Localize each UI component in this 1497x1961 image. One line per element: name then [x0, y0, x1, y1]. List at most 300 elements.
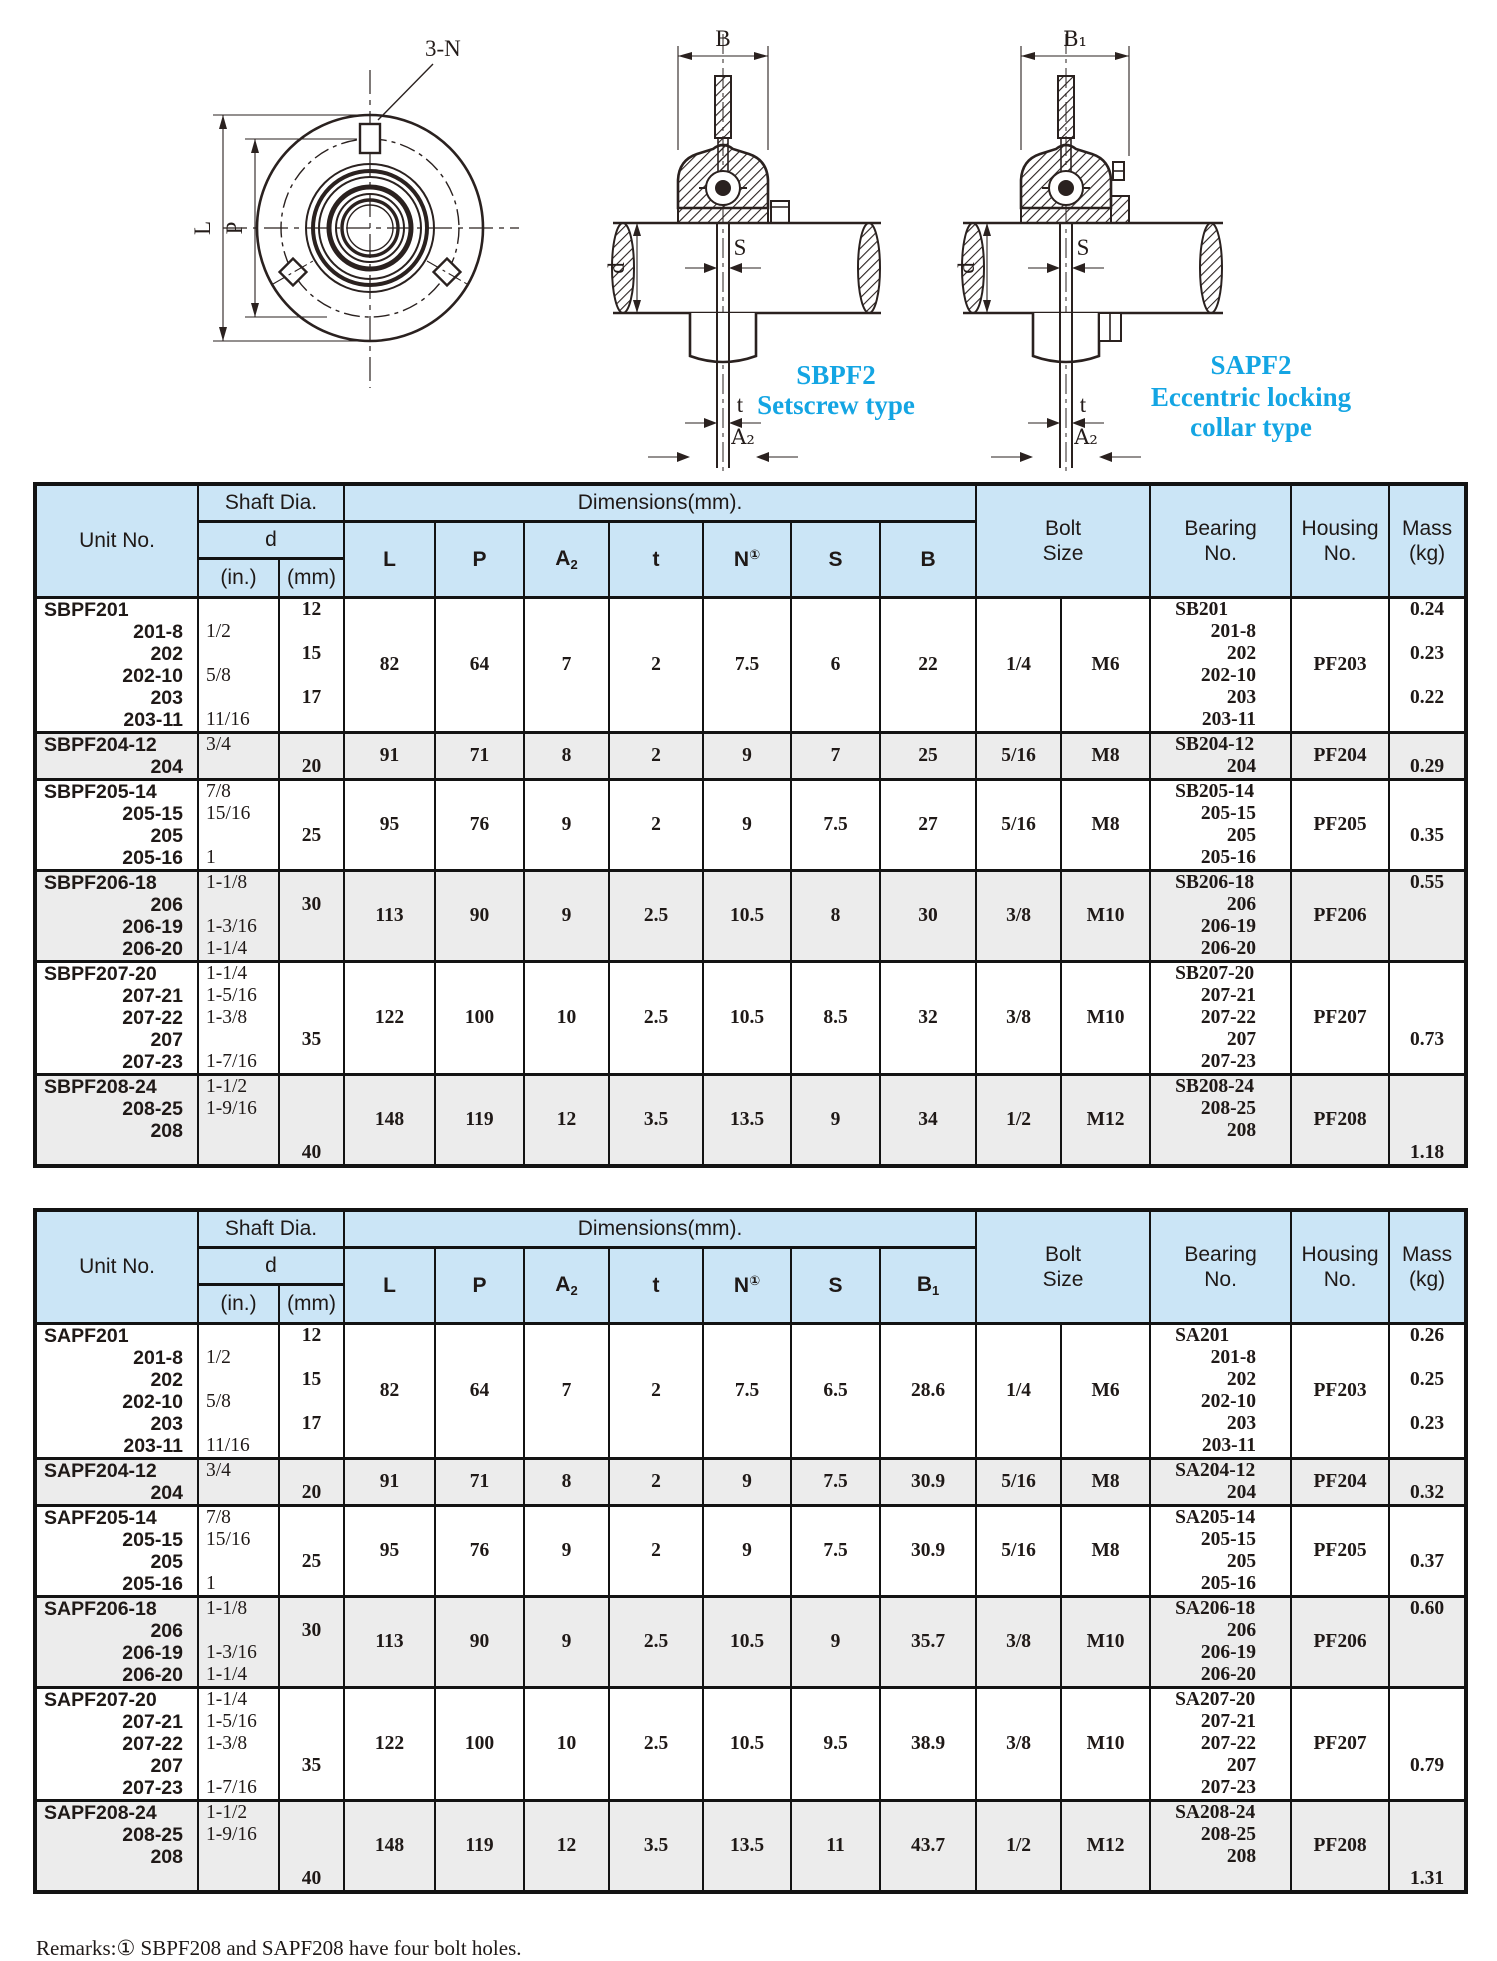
cell-line: 202 — [150, 1369, 183, 1391]
dim-value-cell: 122 — [344, 1688, 435, 1801]
dim-value-cell: 3.5 — [609, 1075, 703, 1167]
unit-no-cell — [35, 1801, 198, 1893]
bolt-size-cell: 3/8 — [976, 1597, 1061, 1688]
dim-value-cell: 113 — [344, 871, 435, 962]
housing-no-cell: PF204 — [1291, 733, 1389, 780]
cell-line: 1-3/16 — [206, 916, 257, 937]
cell-line — [280, 1824, 343, 1846]
dim-value-cell: 148 — [344, 1075, 435, 1167]
cell-line: SBPF204-12 — [44, 734, 157, 756]
cell-line: 5/8 — [206, 665, 231, 686]
cell-line: 204 — [1226, 1482, 1257, 1503]
col-header-b — [880, 522, 976, 598]
dim-value-cell: 64 — [435, 1324, 524, 1459]
cell-line — [199, 894, 278, 916]
cell-line — [1390, 1120, 1464, 1142]
cell-line: 206-20 — [122, 1664, 183, 1686]
col-letter: A — [555, 1273, 571, 1296]
cell-line: 0.26 — [1410, 1325, 1445, 1346]
dim-value-cell: 82 — [344, 1324, 435, 1459]
cell-line: 1 — [206, 847, 216, 868]
shaft-in-cell — [198, 1075, 279, 1167]
cell-line: 207-21 — [1200, 985, 1257, 1006]
col-header-dimensions: Dimensions(mm). — [344, 1210, 976, 1248]
shaft-in-cell — [198, 1324, 279, 1459]
cell-line: 15/16 — [206, 1529, 251, 1550]
cell-line — [280, 1391, 343, 1413]
cell-line — [280, 1120, 343, 1142]
unit-no-cell — [35, 1688, 198, 1801]
cell-line: 202-10 — [122, 665, 183, 687]
bolt-size-cell: 3/8 — [976, 1688, 1061, 1801]
col-letter-subscript: 2 — [570, 557, 578, 572]
cell-line: 207 — [150, 1029, 183, 1051]
col-header-s — [791, 522, 880, 598]
dim-value-cell: 7 — [791, 733, 880, 780]
cell-line: 208-25 — [122, 1098, 183, 1120]
cell-line: SAPF206-18 — [44, 1598, 157, 1620]
shaft-mm-cell — [279, 1506, 344, 1597]
mass-cell — [1389, 962, 1466, 1075]
cell-line — [199, 1846, 278, 1868]
unit-no-cell — [35, 1506, 198, 1597]
cell-line — [1390, 1435, 1464, 1457]
dim-label-t: t — [736, 392, 744, 417]
bolt-size-cell: M12 — [1061, 1801, 1150, 1893]
cell-line: 203-11 — [123, 709, 183, 731]
shaft-mm-cell — [279, 1688, 344, 1801]
cell-line — [280, 1642, 343, 1664]
dim-value-cell: 7 — [524, 598, 609, 733]
cell-line: 202-10 — [1200, 665, 1257, 686]
dim-value-cell: 7 — [524, 1324, 609, 1459]
col-header-d: d — [198, 1248, 344, 1285]
mass-cell — [1389, 598, 1466, 733]
cell-line: 1.18 — [1410, 1142, 1445, 1163]
mass-cell — [1389, 780, 1466, 871]
shaft-mm-cell — [279, 1459, 344, 1506]
cell-line: 30 — [301, 1620, 322, 1641]
cell-line: 25 — [301, 1551, 322, 1572]
cell-line — [199, 599, 278, 621]
cell-line: 207-22 — [122, 1733, 183, 1755]
cell-line: 1-1/4 — [206, 1689, 248, 1710]
dim-label-b1: B₁ — [1063, 27, 1087, 51]
cell-line — [1390, 894, 1464, 916]
dim-value-cell: 32 — [880, 962, 976, 1075]
housing-no-cell: PF206 — [1291, 1597, 1389, 1688]
bearing-no-cell — [1150, 1075, 1291, 1167]
cell-line: 202-10 — [1200, 1391, 1257, 1412]
cell-line: 206 — [150, 1620, 183, 1642]
cell-line: 0.25 — [1410, 1369, 1445, 1390]
cell-line — [280, 1733, 343, 1755]
mass-cell — [1389, 1506, 1466, 1597]
header-line: (kg) — [1408, 1268, 1446, 1291]
col-letter: N — [733, 1273, 750, 1297]
cell-line — [1390, 1347, 1464, 1369]
cell-line: 1-3/16 — [206, 1642, 257, 1663]
cell-line: 201-8 — [133, 1347, 183, 1369]
shaft-mm-cell — [279, 1075, 344, 1167]
dim-value-cell: 2 — [609, 1459, 703, 1506]
dim-value-cell: 7.5 — [791, 780, 880, 871]
cell-line: 203-11 — [1201, 709, 1257, 730]
cell-line: SB206-18 — [1175, 872, 1255, 893]
cell-line — [280, 665, 343, 687]
cell-line — [1390, 963, 1464, 985]
dim-value-cell: 64 — [435, 598, 524, 733]
col-header-a — [524, 522, 609, 598]
cell-line: SA208-24 — [1175, 1802, 1256, 1823]
unit-no-cell — [35, 1075, 198, 1167]
cell-line — [280, 803, 343, 825]
col-header-a — [524, 1248, 609, 1324]
cell-line — [280, 1689, 343, 1711]
unit-no-cell — [35, 1324, 198, 1459]
cell-line — [1390, 1051, 1464, 1073]
cell-line — [280, 1051, 343, 1073]
cell-line — [1151, 1868, 1290, 1890]
cell-line: 203 — [150, 1413, 183, 1435]
dim-value-cell: 35.7 — [880, 1597, 976, 1688]
cell-line: 15/16 — [206, 803, 251, 824]
cell-line: 0.35 — [1410, 825, 1445, 846]
bearing-no-cell — [1150, 871, 1291, 962]
cell-line: 0.60 — [1410, 1598, 1445, 1619]
cell-line — [37, 1868, 197, 1890]
cell-line: SA207-20 — [1175, 1689, 1256, 1710]
sapf2-title: SAPF2 — [1210, 350, 1292, 380]
header-line: (kg) — [1408, 542, 1446, 565]
cell-line: 0.24 — [1410, 599, 1445, 620]
dim-value-cell: 7.5 — [703, 1324, 791, 1459]
cell-line — [1390, 1007, 1464, 1029]
col-letter: A — [555, 547, 571, 570]
dim-value-cell: 9 — [703, 733, 791, 780]
dim-value-cell: 7.5 — [791, 1459, 880, 1506]
sapf2-spec-table — [33, 1208, 1468, 1894]
cell-line — [199, 1029, 278, 1051]
cell-line — [1390, 985, 1464, 1007]
technical-drawings — [0, 0, 1497, 482]
col-header-housing-no — [1291, 484, 1389, 598]
cell-line — [280, 985, 343, 1007]
cell-line: 207-22 — [1200, 1733, 1257, 1754]
sbpf2-title: SBPF2 — [796, 360, 876, 390]
cell-line: SBPF205-14 — [44, 781, 157, 803]
cell-line — [199, 1620, 278, 1642]
shaft-in-cell — [198, 733, 279, 780]
cell-line — [280, 1507, 343, 1529]
col-letter: B — [916, 1273, 932, 1296]
cell-line: 40 — [301, 1868, 322, 1889]
cell-line — [199, 1413, 278, 1435]
cell-line: 201-8 — [133, 621, 183, 643]
cell-line: 1-1/8 — [206, 1598, 248, 1619]
header-line: Housing — [1301, 1243, 1379, 1266]
dim-value-cell: 148 — [344, 1801, 435, 1893]
dim-value-cell: 9 — [703, 1506, 791, 1597]
cell-line: 207-22 — [1200, 1007, 1257, 1028]
col-header-bearing-no — [1150, 484, 1291, 598]
cell-line — [1390, 1098, 1464, 1120]
bolt-hole-right — [434, 259, 461, 286]
dim-label-a2: A₂ — [731, 425, 755, 449]
bolt-size-cell: 3/8 — [976, 962, 1061, 1075]
cell-line: 204 — [1226, 756, 1257, 777]
col-header-bolt-size — [976, 1210, 1150, 1324]
cell-line — [1390, 803, 1464, 825]
cell-line: 1.31 — [1410, 1868, 1445, 1889]
dim-value-cell: 2 — [609, 1506, 703, 1597]
cell-line: 1-1/4 — [206, 938, 248, 959]
cell-line — [1390, 1507, 1464, 1529]
bolt-size-cell: 5/16 — [976, 1459, 1061, 1506]
cell-line — [1390, 709, 1464, 731]
cell-line — [280, 621, 343, 643]
housing-no-cell: PF203 — [1291, 1324, 1389, 1459]
col-letter-subscript: 1 — [931, 1283, 940, 1298]
cell-line: 15 — [301, 643, 322, 664]
mass-cell — [1389, 1075, 1466, 1167]
cell-line — [280, 1007, 343, 1029]
col-letter: S — [828, 547, 843, 571]
cell-line — [1390, 1664, 1464, 1686]
cell-line — [280, 1435, 343, 1457]
cell-line: 207-23 — [1200, 1051, 1257, 1072]
cell-line: 0.23 — [1410, 1413, 1445, 1434]
header-line: No. — [1323, 1268, 1357, 1291]
cell-line — [280, 1802, 343, 1824]
cell-line: 1/2 — [206, 1347, 231, 1368]
cell-line: 203 — [1226, 687, 1257, 708]
col-header-bearing-no — [1150, 1210, 1291, 1324]
col-letter: B — [920, 547, 936, 571]
cell-line: 205-15 — [122, 803, 183, 825]
bolt-size-cell: M6 — [1061, 1324, 1150, 1459]
shaft-mm-cell — [279, 733, 344, 780]
cell-line: SB201 — [1175, 599, 1229, 620]
dim-value-cell: 10.5 — [703, 962, 791, 1075]
mass-cell — [1389, 1324, 1466, 1459]
dim-label-p: P — [222, 221, 247, 235]
bolt-size-cell: M10 — [1061, 1597, 1150, 1688]
spec-row — [35, 871, 1466, 962]
bearing-no-cell — [1150, 598, 1291, 733]
dim-value-cell: 2.5 — [609, 1597, 703, 1688]
cell-line: 1-5/16 — [206, 985, 257, 1006]
unit-no-cell — [35, 598, 198, 733]
spec-row — [35, 1324, 1466, 1459]
shaft-in-cell — [198, 598, 279, 733]
dim-value-cell: 2.5 — [609, 962, 703, 1075]
cell-line: 205-16 — [1200, 847, 1257, 868]
bolt-size-cell: M12 — [1061, 1075, 1150, 1167]
dim-value-cell: 9 — [791, 1597, 880, 1688]
col-letter-superscript: ① — [749, 1273, 761, 1289]
cell-line: 35 — [301, 1755, 322, 1776]
dim-value-cell: 10.5 — [703, 871, 791, 962]
cell-line: 7/8 — [206, 781, 231, 802]
front-view-drawing — [95, 10, 565, 492]
cell-line: SA201 — [1175, 1325, 1230, 1346]
cell-line: 205 — [150, 825, 183, 847]
cell-line — [280, 1529, 343, 1551]
cell-line — [1390, 1689, 1464, 1711]
dim-value-cell: 6 — [791, 598, 880, 733]
spec-row — [35, 1459, 1466, 1506]
cell-line: 208 — [1226, 1120, 1257, 1141]
spec-row — [35, 1597, 1466, 1688]
housing-no-cell: PF207 — [1291, 1688, 1389, 1801]
col-letter: L — [383, 1273, 396, 1297]
spec-tables-container — [0, 482, 1497, 1894]
dim-value-cell: 9 — [524, 1597, 609, 1688]
dim-value-cell: 9.5 — [791, 1688, 880, 1801]
bolt-size-cell: M8 — [1061, 1459, 1150, 1506]
sapf2-subtitle-line2: collar type — [1190, 412, 1312, 442]
cell-line: 0.37 — [1410, 1551, 1445, 1572]
cell-line: 206 — [150, 894, 183, 916]
bolt-size-cell: M8 — [1061, 780, 1150, 871]
housing-no-cell: PF204 — [1291, 1459, 1389, 1506]
shaft-mm-cell — [279, 1324, 344, 1459]
bearing-no-cell — [1150, 1324, 1291, 1459]
cell-line: SAPF201 — [44, 1325, 129, 1347]
dim-value-cell: 122 — [344, 962, 435, 1075]
dim-value-cell: 6.5 — [791, 1324, 880, 1459]
header-line: Bearing — [1184, 517, 1257, 540]
shaft-in-cell — [198, 871, 279, 962]
dim-label-a2: A₂ — [1074, 425, 1098, 449]
dim-value-cell: 25 — [880, 733, 976, 780]
shaft-in-cell — [198, 1506, 279, 1597]
cell-line — [1390, 781, 1464, 803]
dim-value-cell: 10.5 — [703, 1597, 791, 1688]
cell-line: 205 — [1226, 1551, 1257, 1572]
bearing-no-cell — [1150, 962, 1291, 1075]
dim-label-t: t — [1079, 392, 1087, 417]
cell-line: 0.29 — [1410, 756, 1445, 777]
unit-no-cell — [35, 733, 198, 780]
cell-line — [280, 916, 343, 938]
cell-line — [199, 1482, 278, 1504]
dim-value-cell: 100 — [435, 962, 524, 1075]
dim-label-l: L — [190, 220, 215, 236]
col-header-unit-no: Unit No. — [35, 484, 198, 598]
dim-value-cell: 71 — [435, 1459, 524, 1506]
cell-line: 1-3/8 — [206, 1733, 248, 1754]
cell-line: 207-21 — [122, 985, 183, 1007]
col-header-t — [609, 522, 703, 598]
dim-value-cell: 7.5 — [703, 598, 791, 733]
mass-cell — [1389, 733, 1466, 780]
unit-no-cell — [35, 1597, 198, 1688]
header-line: No. — [1204, 1268, 1237, 1291]
cell-line: 205-15 — [122, 1529, 183, 1551]
shaft-mm-cell — [279, 780, 344, 871]
cell-line: SAPF205-14 — [44, 1507, 157, 1529]
cell-line: 1-3/8 — [206, 1007, 248, 1028]
cell-line: 3/4 — [206, 734, 231, 755]
unit-no-cell — [35, 962, 198, 1075]
bolt-hole-top — [360, 124, 380, 153]
cell-line: 7/8 — [206, 1507, 231, 1528]
housing-no-cell: PF205 — [1291, 1506, 1389, 1597]
shaft-mm-cell — [279, 1597, 344, 1688]
cell-line: 207-23 — [1200, 1777, 1257, 1798]
unit-no-cell — [35, 1459, 198, 1506]
header-line: Size — [1042, 542, 1084, 565]
cell-line: 206 — [1226, 894, 1257, 915]
cell-line — [280, 872, 343, 894]
shaft-in-cell — [198, 1597, 279, 1688]
cell-line — [1390, 1529, 1464, 1551]
cell-line — [199, 1868, 278, 1890]
header-line: Bolt — [1044, 1243, 1082, 1266]
bolt-size-cell: M10 — [1061, 1688, 1150, 1801]
col-letter: S — [828, 1273, 843, 1297]
cell-line — [1390, 1460, 1464, 1482]
col-header-p — [435, 1248, 524, 1324]
cell-line — [199, 1755, 278, 1777]
spec-row — [35, 962, 1466, 1075]
header-line: Size — [1042, 1268, 1084, 1291]
cell-line: 15 — [301, 1369, 322, 1390]
cell-line: 20 — [301, 756, 322, 777]
dim-value-cell: 43.7 — [880, 1801, 976, 1893]
dim-value-cell: 9 — [791, 1075, 880, 1167]
spec-row — [35, 598, 1466, 733]
cell-line — [37, 1142, 197, 1164]
col-header-mass — [1389, 1210, 1466, 1324]
cell-line — [280, 938, 343, 960]
shaft-mm-cell — [279, 871, 344, 962]
bearing-no-cell — [1150, 733, 1291, 780]
dim-value-cell: 95 — [344, 1506, 435, 1597]
spec-row — [35, 733, 1466, 780]
dim-label-d: d — [954, 262, 979, 274]
dim-value-cell: 2 — [609, 780, 703, 871]
cell-line: 1-7/16 — [206, 1777, 257, 1798]
cell-line: 205-16 — [122, 847, 183, 869]
cell-line: 0.79 — [1410, 1755, 1445, 1776]
cell-line: 202-10 — [122, 1391, 183, 1413]
header-line: No. — [1204, 542, 1237, 565]
cell-line: 208-25 — [122, 1824, 183, 1846]
dim-value-cell: 12 — [524, 1801, 609, 1893]
dim-value-cell: 100 — [435, 1688, 524, 1801]
cell-line — [280, 1664, 343, 1686]
dim-value-cell: 82 — [344, 598, 435, 733]
remarks-note: Remarks:① SBPF208 and SAPF208 have four bolt holes. — [36, 1936, 522, 1960]
dim-label-b: B — [715, 26, 731, 51]
cell-line: 1-5/16 — [206, 1711, 257, 1732]
dim-value-cell: 27 — [880, 780, 976, 871]
cell-line: 208-25 — [1200, 1098, 1257, 1119]
dim-value-cell: 11 — [791, 1801, 880, 1893]
cell-line: 11/16 — [206, 1435, 250, 1456]
col-letter: L — [383, 547, 396, 571]
header-line: Bearing — [1184, 1243, 1257, 1266]
cell-line — [1390, 734, 1464, 756]
cell-line: 205-16 — [122, 1573, 183, 1595]
cell-line — [1151, 1142, 1290, 1164]
bearing-no-cell — [1150, 780, 1291, 871]
cell-line: 12 — [301, 1325, 322, 1346]
dim-value-cell: 9 — [703, 780, 791, 871]
